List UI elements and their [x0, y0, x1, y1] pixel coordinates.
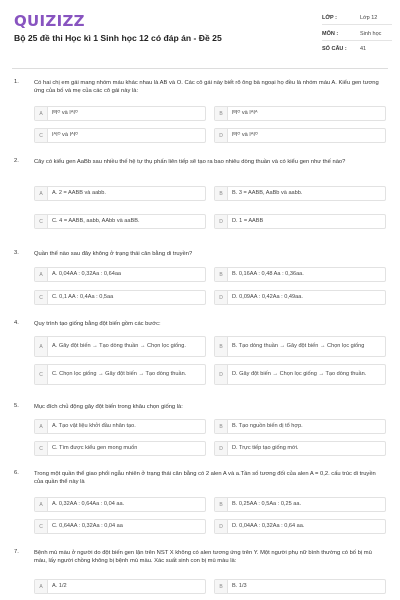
header-divider: [12, 68, 388, 69]
option-text: D. Gây đột biến → Chọn lọc giống → Tạo dòng thuần.: [232, 370, 367, 377]
option-text: B. 3 = AABB, AaBb và aabb.: [232, 189, 303, 196]
meta-divider: [322, 40, 392, 41]
option-d[interactable]: [214, 214, 386, 229]
option-a[interactable]: [34, 419, 206, 434]
question-number: 6.: [14, 470, 19, 476]
option-text: A. 1/2: [52, 582, 67, 589]
option-text: A. 0,32AA : 0,64Aa : 0,04 aa.: [52, 500, 125, 507]
option-letter: A: [35, 337, 48, 356]
option-letter: C: [35, 129, 48, 142]
meta-class-value: Lớp 12: [360, 15, 378, 21]
option-text: C. 0,1 AA : 0,4Aa : 0,5aa: [52, 293, 114, 300]
option-c[interactable]: [34, 214, 206, 229]
option-text: IᴮIᴼ và IᴬIᴬ: [232, 109, 258, 116]
question-text: Cây có kiểu gen AaBb sau nhiều thế hệ tự thụ phấn liên tiếp sẽ tạo ra bao nhiêu dòng thuần và có kiểu gen như thế nào?: [34, 159, 346, 165]
option-letter: B: [215, 337, 228, 356]
option-text: B. Tạo dòng thuần → Gây đột biến → Chọn lọc giống: [232, 342, 365, 349]
option-letter: A: [35, 420, 48, 433]
question-number: 2.: [14, 158, 19, 164]
question-text: Mục đích chủ động gây đột biến trong khâu chọn giống là:: [34, 404, 183, 410]
question-text: Trong một quần thể giao phối ngẫu nhiên ở trạng thái cân bằng có 2 alen A và a.Tần số tương đối của alen A = 0,2. cấu trúc di truyền của quần thể này là: [34, 471, 376, 486]
option-letter: A: [35, 187, 48, 200]
option-d[interactable]: [214, 519, 386, 534]
document-title: Bộ 25 đề thi Học kì 1 Sinh học 12 có đáp án - Đề 25: [14, 33, 222, 43]
option-d[interactable]: [214, 441, 386, 456]
option-d[interactable]: [214, 364, 386, 385]
option-text: IᴮIᴼ và IᴬIᴼ: [232, 131, 258, 138]
question-number: 3.: [14, 250, 19, 256]
option-text: A. 0,04AA : 0,32Aa : 0,64aa: [52, 270, 122, 277]
option-letter: C: [35, 365, 48, 384]
option-text: A. Tạo vật liệu khởi đầu nhân tạo.: [52, 422, 136, 429]
option-b[interactable]: [214, 106, 386, 121]
option-letter: A: [35, 498, 48, 511]
option-text: C. 4 = AABB, aabb, AAbb và aaBB.: [52, 217, 140, 224]
option-letter: D: [215, 215, 228, 228]
meta-subject-value: Sinh học: [360, 31, 382, 37]
option-c[interactable]: [34, 290, 206, 305]
option-letter: C: [35, 291, 48, 304]
option-letter: B: [215, 580, 228, 593]
question-text: Có hai chị em gái mang nhóm máu khác nhau là AB và O. Các cô gái này biết rõ ông bà ngoại họ đều là nhóm máu A. Kiểu gen tương ứng của bố và mẹ của các cô gái này là:: [34, 80, 379, 95]
question-number: 7.: [14, 549, 19, 555]
option-text: IᴮIᴼ và IᴬIᴼ: [52, 109, 78, 116]
option-text: D. Trực tiếp tạo giống mới.: [232, 444, 299, 451]
option-text: D. 0,09AA : 0,42Aa : 0,49aa.: [232, 293, 303, 300]
option-letter: A: [35, 107, 48, 120]
option-b[interactable]: [214, 336, 386, 357]
option-letter: C: [35, 520, 48, 533]
option-letter: B: [215, 187, 228, 200]
meta-count-value: 41: [360, 46, 367, 52]
option-text: D. 0,04AA : 0,32Aa : 0,64 aa.: [232, 522, 305, 529]
option-a[interactable]: [34, 579, 206, 594]
question-text: Quy trình tạo giống bằng đột biến gồm các bước:: [34, 321, 161, 327]
option-letter: A: [35, 268, 48, 281]
option-a[interactable]: [34, 497, 206, 512]
meta-divider: [322, 24, 392, 25]
document-header: [0, 0, 400, 60]
question-text: Bệnh mù màu ở người do đột biến gen lặn trên NST X không có alen tương ứng trên Y. Một người phụ nữ bình thường có bố bị mù màu, lấy người chồng không bị bệnh mù màu. Xác suất sinh con bị mù màu là:: [34, 550, 372, 565]
option-b[interactable]: [214, 419, 386, 434]
option-letter: B: [215, 107, 228, 120]
option-letter: B: [215, 420, 228, 433]
option-text: B. 0,16AA : 0,48 Aa : 0,36aa.: [232, 270, 304, 277]
option-c[interactable]: [34, 364, 206, 385]
option-letter: C: [35, 215, 48, 228]
question-number: 4.: [14, 320, 19, 326]
option-text: A. 2 = AABB và aabb.: [52, 189, 106, 196]
option-c[interactable]: [34, 441, 206, 456]
meta-subject-label: MÔN :: [322, 31, 339, 37]
option-text: D. 1 = AABB: [232, 217, 264, 224]
option-a[interactable]: [34, 267, 206, 282]
option-text: C. Chọn lọc giống → Gây đột biến → Tạo dòng thuần.: [52, 370, 187, 377]
option-text: A. Gây đột biến → Tạo dòng thuần → Chọn lọc giống.: [52, 342, 186, 349]
option-letter: C: [35, 442, 48, 455]
option-text: IᴬIᴼ và IᴬIᴼ: [52, 131, 79, 138]
option-c[interactable]: [34, 128, 206, 143]
option-b[interactable]: [214, 186, 386, 201]
option-text: B. 0,25AA : 0,5Aa : 0,25 aa.: [232, 500, 302, 507]
option-letter: D: [215, 291, 228, 304]
option-d[interactable]: [214, 128, 386, 143]
option-b[interactable]: [214, 497, 386, 512]
option-letter: D: [215, 520, 228, 533]
question-number: 5.: [14, 403, 19, 409]
option-letter: B: [215, 498, 228, 511]
option-letter: D: [215, 129, 228, 142]
question-text: Quần thể nào sau đây không ở trạng thái cân bằng di truyền?: [34, 251, 193, 257]
option-b[interactable]: [214, 579, 386, 594]
option-text: C. 0,64AA : 0,32Aa : 0,04 aa: [52, 522, 123, 529]
option-letter: D: [215, 442, 228, 455]
meta-class-label: LỚP :: [322, 15, 337, 21]
option-b[interactable]: [214, 267, 386, 282]
option-a[interactable]: [34, 336, 206, 357]
option-d[interactable]: [214, 290, 386, 305]
option-a[interactable]: [34, 106, 206, 121]
question-number: 1.: [14, 79, 19, 85]
option-letter: A: [35, 580, 48, 593]
option-text: B. Tạo nguồn biến dị tổ hợp.: [232, 422, 303, 429]
quizizz-logo: QUIZIZZ: [14, 12, 85, 30]
option-text: B. 1/3: [232, 582, 247, 589]
option-c[interactable]: [34, 519, 206, 534]
meta-count-label: SỐ CÂU :: [322, 46, 347, 52]
option-letter: B: [215, 268, 228, 281]
option-letter: D: [215, 365, 228, 384]
option-text: C. Tìm được kiểu gen mong muốn: [52, 444, 138, 451]
option-a[interactable]: [34, 186, 206, 201]
